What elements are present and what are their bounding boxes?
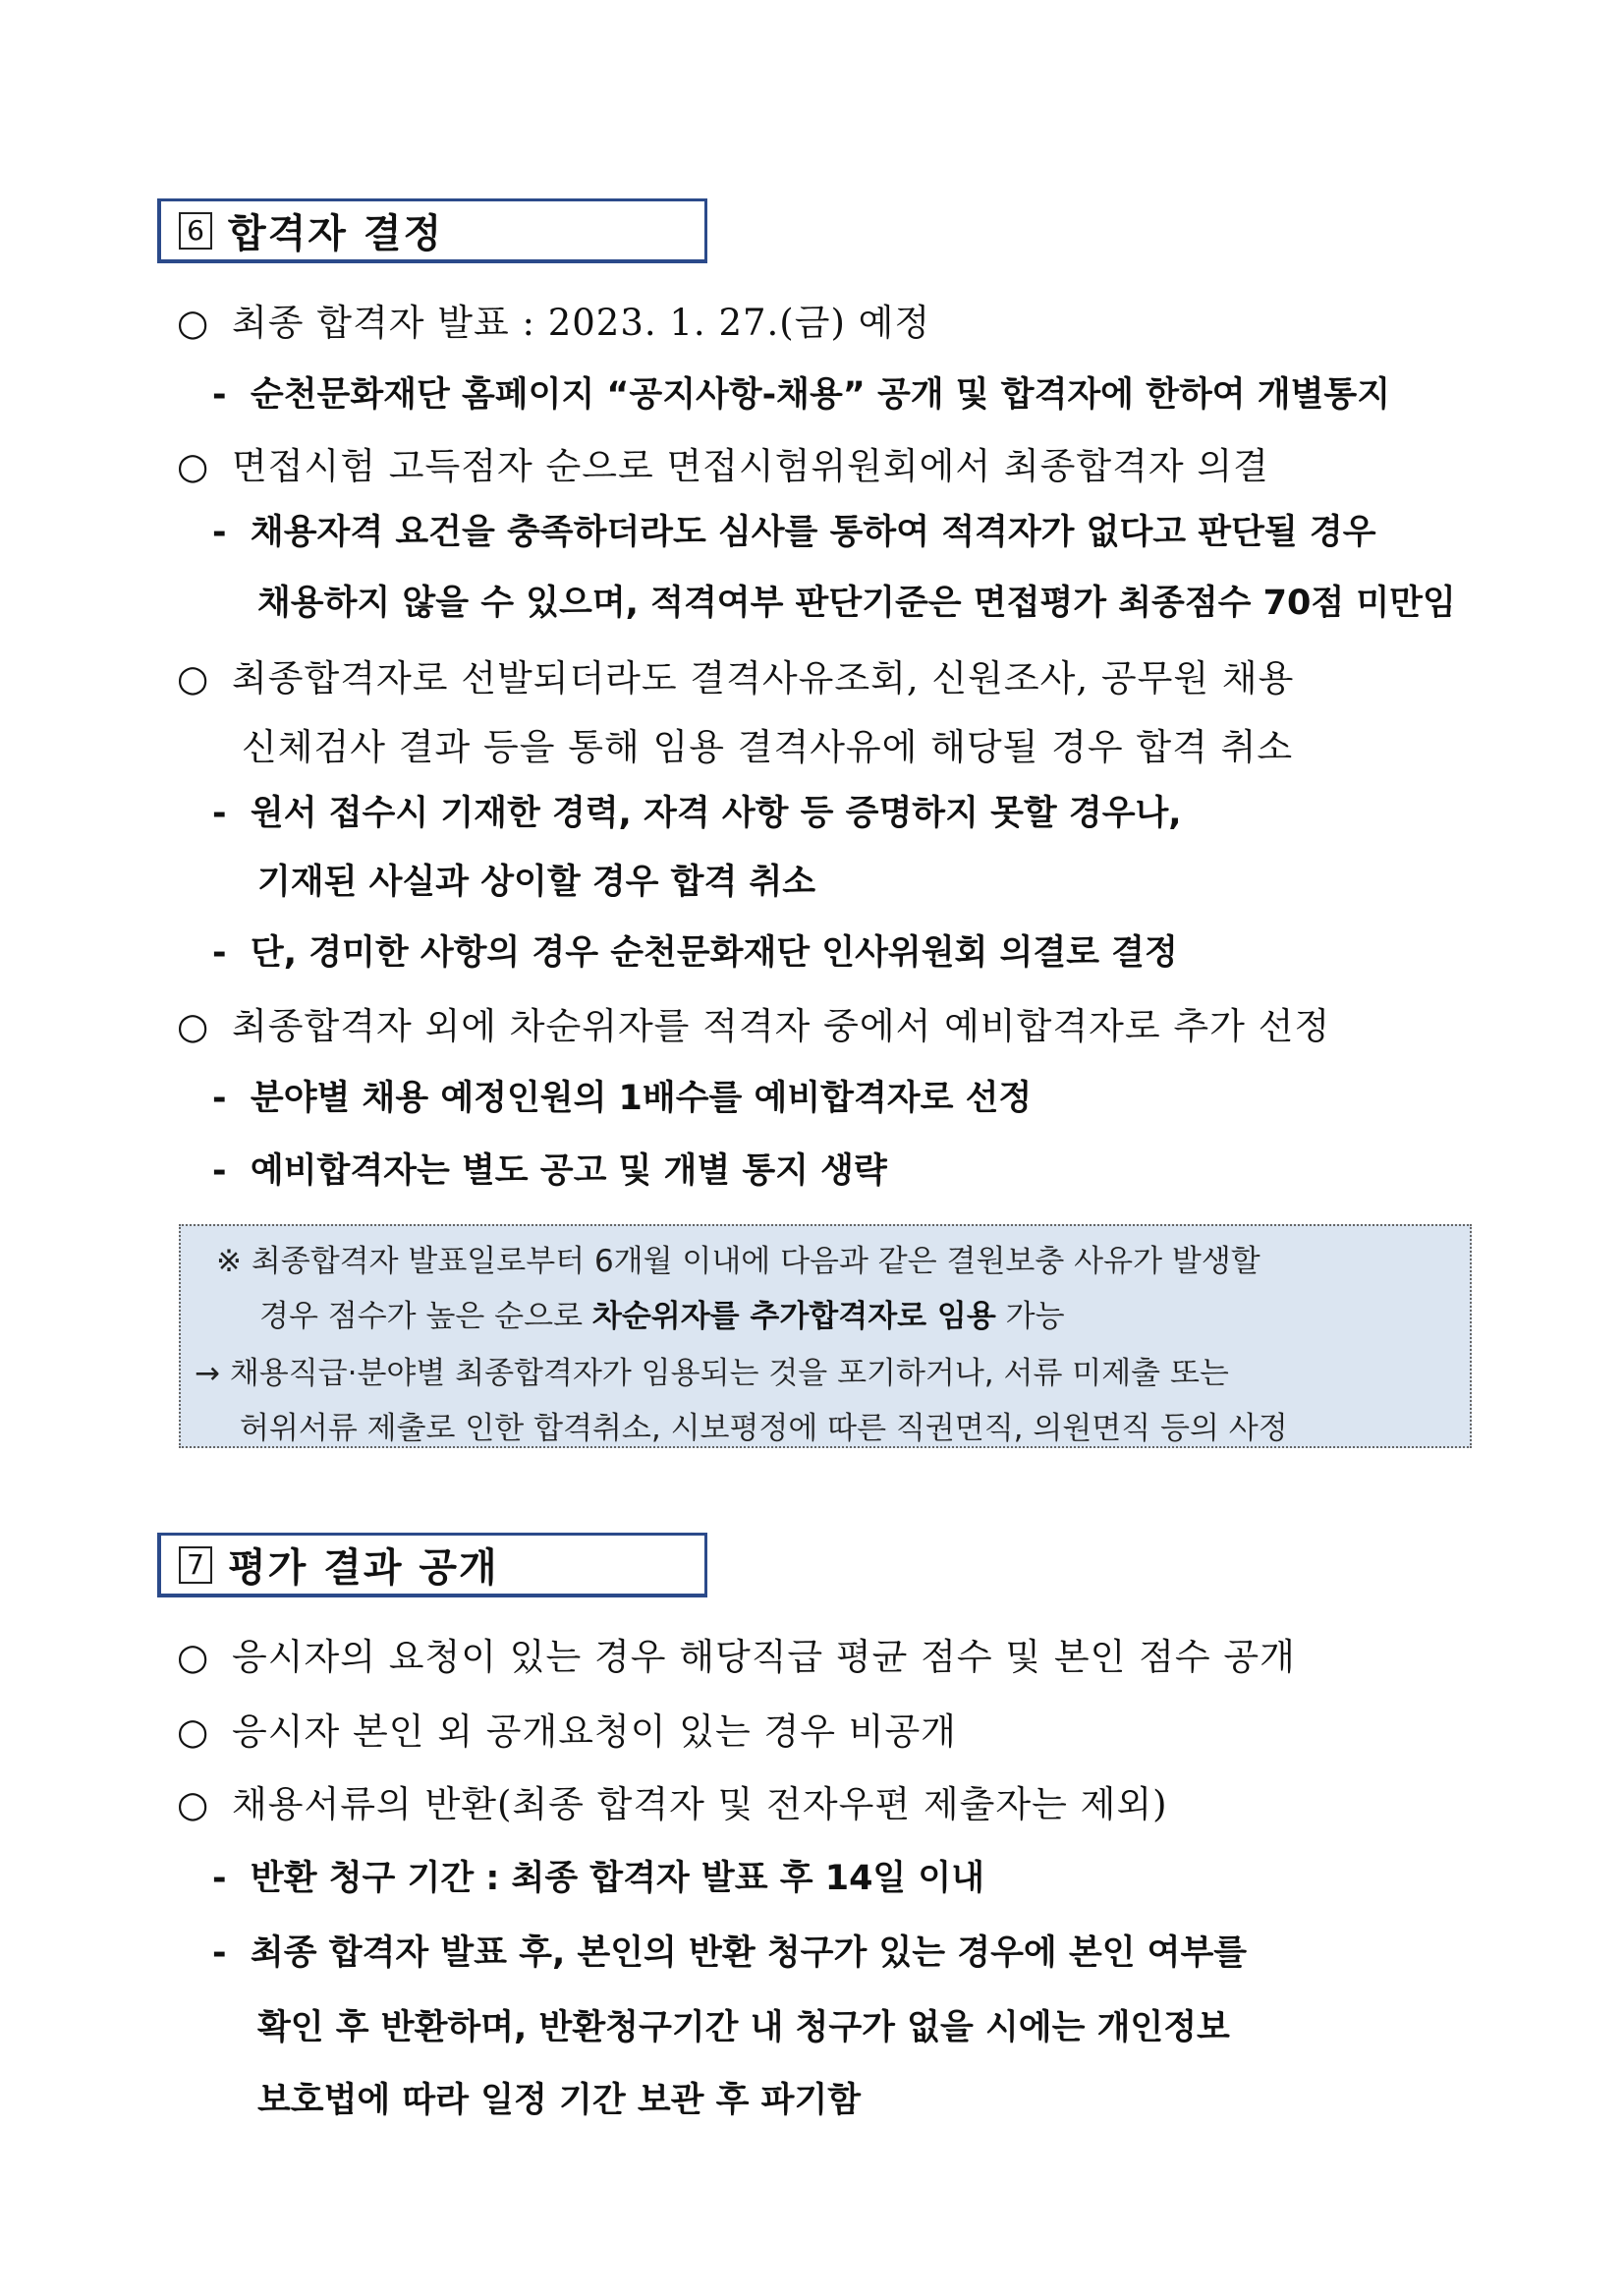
- sub-item-continuation: 채용하지 않을 수 있으며, 적격여부 판단기준은 면접평가 최종점수 70점 미만임: [257, 584, 1456, 623]
- note-box: [179, 1224, 1472, 1448]
- section-7-header: [157, 1533, 707, 1597]
- dash-bullet: -: [212, 513, 227, 552]
- list-item: [177, 436, 1269, 489]
- dash-bullet: -: [212, 1933, 227, 1973]
- section-6-number: 6: [179, 212, 212, 250]
- sub-item-continuation: 보호법에 따라 일정 기간 보관 후 파기함: [257, 2081, 862, 2120]
- list-item-text: 응시자 본인 외 공개요청이 있는 경우 비공개: [232, 1710, 957, 1753]
- circle-bullet: ○: [177, 1710, 210, 1753]
- dash-bullet: -: [212, 794, 227, 833]
- note-emphasis: 차순위자를 추가합격자로 임용: [591, 1299, 996, 1334]
- list-item-text: 최종합격자로 선발되더라도 결격사유조회, 신원조사, 공무원 채용: [232, 657, 1295, 700]
- list-item: [177, 1627, 1296, 1680]
- note-line: 허위서류 제출로 인한 합격취소, 시보평정에 따른 직권면직, 의원면직 등의 사정: [240, 1411, 1288, 1446]
- sub-item: [212, 786, 1182, 835]
- list-item-text: 면접시험 고득점자 순으로 면접시험위원회에서 최종합격자 의결: [232, 445, 1269, 487]
- list-item: [177, 1774, 1168, 1827]
- sub-item: [212, 1926, 1247, 1975]
- list-item-text: 최종 합격자 발표 : 2023. 1. 27.(금) 예정: [232, 302, 931, 344]
- section-6-header: [157, 198, 707, 263]
- circle-bullet: ○: [177, 445, 210, 487]
- section-6-title: 합격자 결정: [228, 211, 444, 256]
- dash-bullet: -: [212, 1859, 227, 1898]
- sub-item: [212, 367, 1390, 417]
- note-text: 가능: [995, 1299, 1065, 1334]
- note-text: 경우 점수가 높은 순으로: [259, 1299, 592, 1334]
- sub-item: [212, 1071, 1032, 1120]
- list-item-text: 채용서류의 반환(최종 합격자 및 전자우편 제출자는 제외): [232, 1783, 1168, 1825]
- list-item: [177, 293, 930, 346]
- note-line: → 채용직급·분야별 최종합격자가 임용되는 것을 포기하거나, 서류 미제출 또는: [195, 1356, 1229, 1391]
- circle-bullet: ○: [177, 1636, 210, 1678]
- section-7-title: 평가 결과 공개: [228, 1545, 499, 1591]
- list-item: [177, 996, 1330, 1049]
- list-item: [177, 648, 1294, 701]
- list-item-continuation: 신체검사 결과 등을 통해 임용 결격사유에 해당될 경우 합격 취소: [242, 726, 1294, 768]
- sub-item: [212, 1851, 984, 1900]
- note-line: [259, 1291, 1065, 1335]
- dash-bullet: -: [212, 933, 227, 973]
- sub-item: [212, 1144, 887, 1193]
- sub-item-text: 단, 경미한 사항의 경우 순천문화재단 인사위원회 의결로 결정: [250, 933, 1178, 973]
- sub-item-text: 예비합격자는 별도 공고 및 개별 통지 생략: [250, 1151, 887, 1191]
- list-item-text: 최종합격자 외에 차순위자를 적격자 중에서 예비합격자로 추가 선정: [232, 1005, 1331, 1047]
- dash-bullet: -: [212, 1079, 227, 1118]
- sub-item-text: 반환 청구 기간 : 최종 합격자 발표 후 14일 이내: [250, 1859, 985, 1898]
- section-7-number: 7: [179, 1546, 212, 1584]
- sub-item-text: 최종 합격자 발표 후, 본인의 반환 청구가 있는 경우에 본인 여부를: [250, 1933, 1248, 1973]
- note-line: ※ 최종합격자 발표일로부터 6개월 이내에 다음과 같은 결원보충 사유가 발생할: [216, 1244, 1260, 1279]
- list-item-text: 응시자의 요청이 있는 경우 해당직급 평균 점수 및 본인 점수 공개: [232, 1636, 1296, 1678]
- sub-item-continuation: 확인 후 반환하며, 반환청구기간 내 청구가 없을 시에는 개인정보: [257, 2008, 1230, 2047]
- circle-bullet: ○: [177, 302, 210, 344]
- sub-item-text: 채용자격 요건을 충족하더라도 심사를 통하여 적격자가 없다고 판단될 경우: [250, 513, 1376, 552]
- sub-item: [212, 505, 1376, 554]
- dash-bullet: -: [212, 1151, 227, 1191]
- list-item: [177, 1702, 957, 1755]
- dash-bullet: -: [212, 375, 227, 415]
- sub-item-continuation: 기재된 사실과 상이할 경우 합격 취소: [257, 863, 816, 902]
- sub-item: [212, 925, 1178, 975]
- sub-item-text: 분야별 채용 예정인원의 1배수를 예비합격자로 선정: [250, 1079, 1033, 1118]
- circle-bullet: ○: [177, 657, 210, 700]
- sub-item-text: 원서 접수시 기재한 경력, 자격 사항 등 증명하지 못할 경우나,: [250, 794, 1182, 833]
- circle-bullet: ○: [177, 1005, 210, 1047]
- circle-bullet: ○: [177, 1783, 210, 1825]
- sub-item-text: 순천문화재단 홈페이지 “공지사항-채용” 공개 및 합격자에 한하여 개별통지: [250, 375, 1391, 415]
